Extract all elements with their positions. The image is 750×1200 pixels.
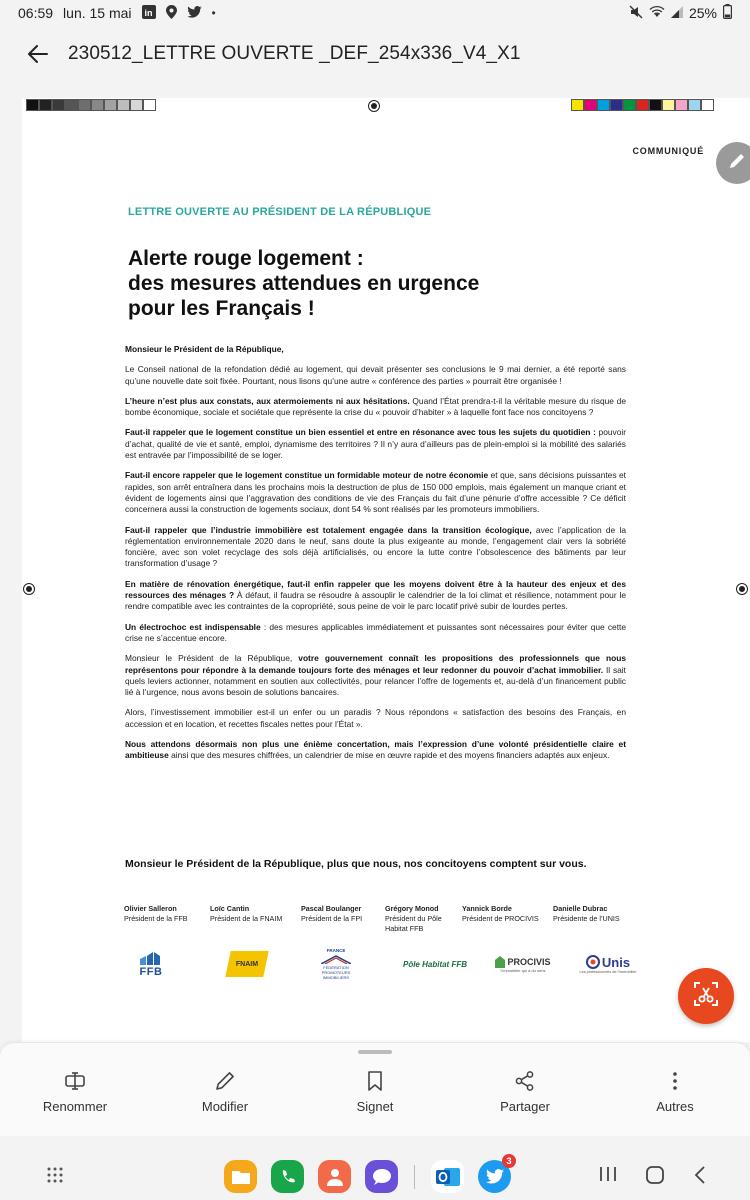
registration-mark: [736, 583, 748, 595]
share-icon: [514, 1069, 536, 1093]
signatory: Grégory Monod Président du Pôle Habitat FFB: [385, 904, 442, 933]
paragraph: L’heure n’est plus aux constats, aux atermoiements ni aux hésitations. Quand l’État prendra-t-il la véritable mesure du risque de bombe économique, sociale et sociétale que représente la crise du « pouvoir d’habiter » à laquelle font face nos concitoyens ?: [125, 395, 626, 418]
rename-label: Renommer: [42, 1099, 108, 1114]
navigation-bar: [0, 1136, 750, 1200]
fpi-logo: FRANCE FÉDÉRATION PROMOTEURS IMMOBILIERS: [321, 948, 351, 980]
headline-line: pour les Français !: [128, 297, 315, 320]
more-label: Autres: [656, 1099, 694, 1114]
messages-app-icon[interactable]: [365, 1160, 398, 1193]
open-letter-kicker: LETTRE OUVERTE AU PRÉSIDENT DE LA RÉPUBLIQUE: [128, 206, 432, 218]
back-nav-icon[interactable]: [694, 1166, 706, 1184]
paragraph: Le Conseil national de la refondation dédié au logement, qui devait présenter ses conclusions le 9 mai dernier, a été reporté sans qu’une nouvelle date soit fixée. Pourtant, nous lisons qu’une autre « conférence des parties » pourrait être organisée !: [125, 364, 626, 386]
bookmark-button[interactable]: [300, 1069, 450, 1114]
unis-logo: Unis Les professionnels de l’immobilier: [579, 954, 637, 974]
dot-icon: •: [211, 6, 216, 20]
back-arrow-icon[interactable]: [24, 40, 52, 68]
my-files-app-icon[interactable]: [224, 1160, 257, 1193]
bookmark-icon: [366, 1069, 384, 1093]
paragraph: Un électrochoc est indispensable : des mesures applicables immédiatement et puissantes sont nécessaires pour éviter que cette crise ne s’accentue encore.: [125, 621, 627, 643]
capture-button[interactable]: [678, 968, 734, 1024]
signatory: Pascal Boulanger Président de la FPI: [301, 904, 363, 923]
title-bar: [0, 26, 750, 82]
document-title: 230512_LETTRE OUVERTE _DEF_254x336_V4_X1: [68, 43, 521, 64]
app-drawer-icon[interactable]: [46, 1166, 64, 1189]
signatory: Yannick Borde Président de PROCIVIS: [462, 904, 539, 923]
procivis-logo: PROCIVIS l’immobilier qui a du sens: [488, 944, 558, 984]
paragraph: Alors, l’investissement immobilier est-il un enfer ou un paradis ? Nous répondons « satisfaction des besoins des Français, en accession et en location, et recettes fiscales nettes pour l’État ».: [125, 707, 626, 729]
more-button[interactable]: [600, 1069, 750, 1114]
signatories: [124, 904, 644, 934]
twitter-app-icon[interactable]: [478, 1156, 512, 1193]
sheet-handle[interactable]: [358, 1050, 392, 1054]
document-page[interactable]: [22, 98, 750, 1042]
paragraph: Monsieur le Président de la République, votre gouvernement connaît les propositions des professionnels que nous représentons pour répondre à la demande toujours forte des ménages et leur redonner du pouvoir d’achat immobilier. Il sait quels leviers actionner, notamment en soutien aux collectivités, pour relancer l’offre de logements et, au-delà d’un financement public lié à l’urgence, nous avons besoin de solutions bancaires.: [125, 653, 627, 698]
notification-badge: 3: [502, 1154, 516, 1168]
app-dock: [224, 1156, 512, 1193]
svg-text:in: in: [144, 7, 153, 18]
letter-body: [125, 344, 626, 771]
bookmark-label: Signet: [356, 1099, 394, 1114]
action-sheet: [0, 1043, 750, 1136]
wifi-icon: [649, 5, 665, 21]
headline-line: Alerte rouge logement :: [128, 247, 364, 270]
salutation: Monsieur le Président de la République,: [125, 344, 284, 354]
paragraph: Nous attendons désormais non plus une énième concertation, mais l’expression d’une volonté présidentielle claire et ambitieuse ainsi que des mesures chiffrées, un calendrier de mise en œuvre rapide et des moyens financiers adaptés aux enjeux.: [125, 739, 626, 761]
paragraph: Faut-il rappeler que le logement constitue un bien essentiel et entre en résonance avec tous les sujets du quotidien : pouvoir d’achat, qualité de vie et santé, emploi, dynamisme des territoires ? Il n’y aura d’ailleurs pas de plein-emploi si la mobilité des salariés est entravée par l’impossibilité de se loger.: [125, 427, 627, 461]
mute-icon: [629, 5, 643, 22]
communique-tag: COMMUNIQUÉ: [632, 146, 704, 156]
registration-mark: [23, 583, 35, 595]
dock-divider: [414, 1165, 415, 1189]
signatory: Loïc Cantin Président de la FNAIM: [210, 904, 283, 923]
headline: [128, 246, 548, 321]
twitter-status-icon: [187, 6, 202, 21]
partner-logos: [122, 944, 642, 984]
status-date: lun. 15 mai: [63, 5, 132, 21]
scissors-icon: [693, 981, 719, 1012]
paragraph: Faut-il encore rappeler que le logement constitue un formidable moteur de notre économie et que, sans décisions puissantes et rapides, son arrêt entraînera dans les prochains mois la destruction de plus de 150 000 emplois, mais également un manque criant et évident de logements ainsi que l’aggravation des conditions de vie des Français du fait d’une pénurie d’offre accessible ? Ce déficit concernera aussi la construction de logements sociaux, dont 54 % sont réalisés par les promoteurs immobiliers.: [125, 470, 626, 515]
signatory: Olivier Salleron Président de la FFB: [124, 904, 188, 923]
battery-level: 25%: [688, 5, 717, 21]
share-button[interactable]: [450, 1069, 600, 1114]
linkedin-icon: [142, 5, 156, 22]
contacts-app-icon[interactable]: [318, 1160, 351, 1193]
outlook-app-icon[interactable]: [431, 1160, 464, 1193]
gray-color-bar: [26, 99, 156, 111]
edit-pen-button[interactable]: [716, 142, 750, 184]
status-bar: [0, 0, 750, 26]
phone-app-icon[interactable]: [271, 1160, 304, 1193]
paragraph: Faut-il rappeler que l’industrie immobilière est totalement engagée dans la transition écologique, avec l’application de la réglementation environnementale 2020 dans le neuf, sans doute la plus exigeante au monde, l’engagement clair vers la sobriété foncière, avec son volet recyclage des sols déjà artificialisés, ou encore la lutte contre l’obsolescence des bâtiments par leur transformation d’usage ?: [125, 524, 626, 569]
rename-icon: [64, 1069, 86, 1093]
more-icon: [672, 1069, 678, 1093]
signatory: Danielle Dubrac Présidente de l’UNIS: [553, 904, 620, 923]
share-label: Partager: [500, 1099, 550, 1114]
rename-button[interactable]: [0, 1069, 150, 1114]
pole-habitat-logo: Pôle Habitat FFB: [402, 959, 467, 969]
cmyk-color-bar: [571, 99, 714, 111]
battery-icon: [723, 4, 732, 22]
pen-icon: [728, 152, 746, 175]
registration-mark: [368, 100, 380, 112]
status-time: 06:59: [18, 5, 54, 21]
fnaim-logo: FNAIM: [226, 944, 268, 984]
pencil-icon: [214, 1069, 236, 1093]
home-icon[interactable]: [646, 1166, 664, 1184]
ffb-logo: FFB: [126, 944, 176, 984]
headline-line: des mesures attendues en urgence: [128, 272, 480, 295]
location-icon: [166, 5, 177, 22]
signal-icon: [671, 6, 683, 21]
recent-apps-icon[interactable]: [598, 1166, 618, 1182]
closing-line: Monsieur le Président de la République, plus que nous, nos concitoyens comptent sur vous.: [125, 858, 587, 870]
modify-label: Modifier: [201, 1099, 249, 1114]
paragraph: En matière de rénovation énergétique, faut-il enfin rappeler que les moyens doivent être à la hauteur des enjeux et des ressources des ménages ? À défaut, il faudra se résoudre à assouplir le calendrier de la loi climat et résilience, notamment pour le rendre compatible avec les contraintes de la copropriété, sous peine de voir le parc locatif privé subir de lourdes pertes.: [125, 578, 626, 612]
modify-button[interactable]: [150, 1069, 300, 1114]
